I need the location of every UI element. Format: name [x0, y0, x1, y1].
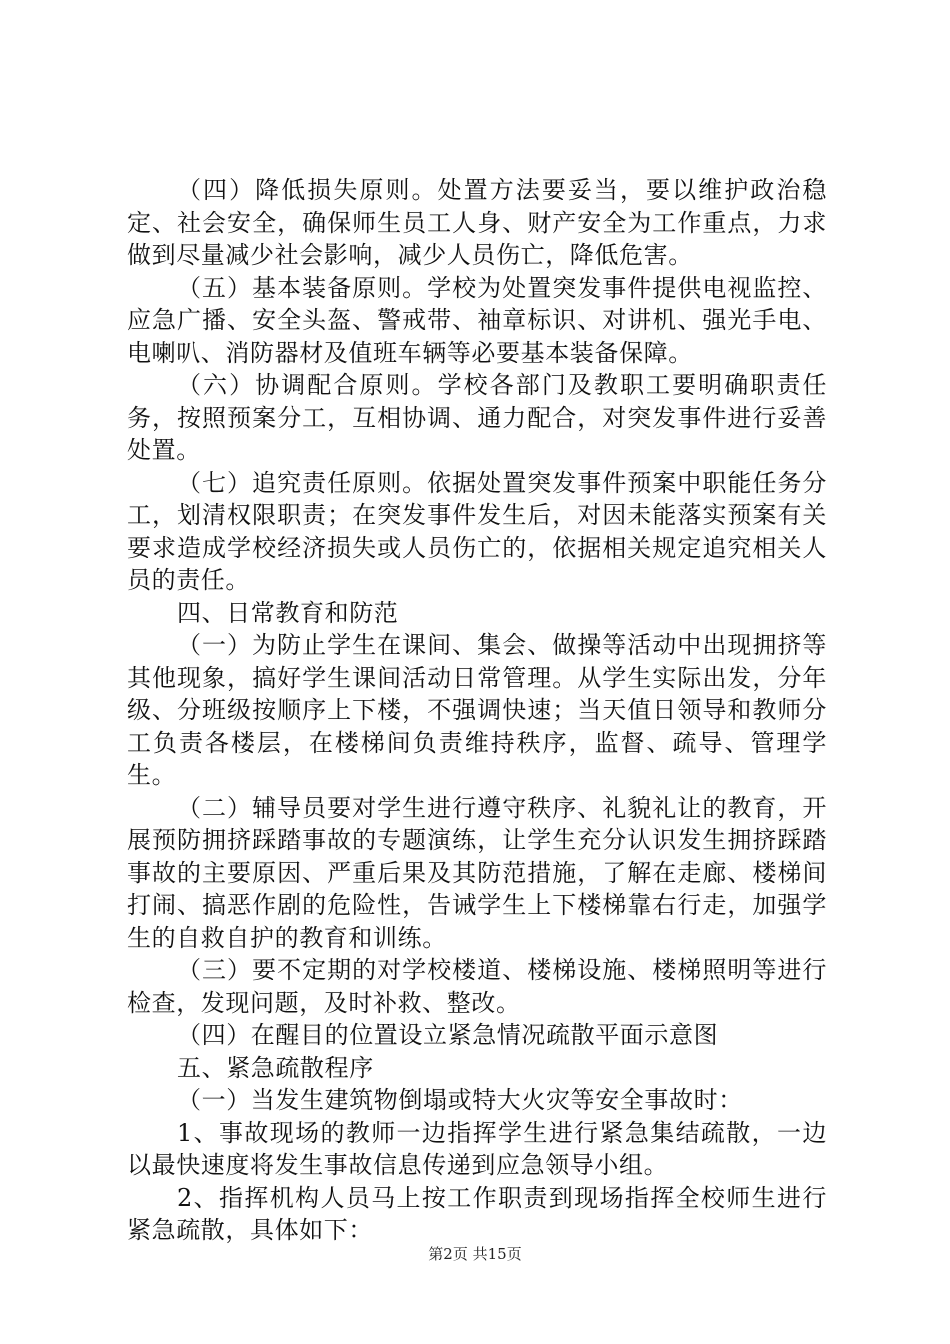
paragraph: 2、指挥机构人员马上按工作职责到现场指挥全校师生进行紧急疏散，具体如下：: [127, 1183, 827, 1244]
document-body: [127, 174, 827, 1247]
paragraph: （七）追究责任原则。依据处置突发事件预案中职能任务分工，划清权限职责；在突发事件发生后，对因未能落实预案有关要求造成学校经济损失或人员伤亡的，依据相关规定追究相关人员的责任。: [127, 468, 827, 594]
paragraph: （六）协调配合原则。学校各部门及教职工要明确职责任务，按照预案分工，互相协调、通力配合，对突发事件进行妥善处置。: [127, 371, 827, 464]
page-number: 第2页: [428, 1245, 468, 1263]
section-heading: 五、紧急疏散程序: [177, 1053, 374, 1082]
paragraph: （四）在醒目的位置设立紧急情况疏散平面示意图: [177, 1021, 719, 1049]
paragraph: 1、事故现场的教师一边指挥学生进行紧急集结疏散，一边以最快速度将发生事故信息传递到应急领导小组。: [127, 1118, 827, 1179]
paragraph: （一）为防止学生在课间、集会、做操等活动中出现拥挤等其他现象，搞好学生课间活动日常管理。从学生实际出发，分年级、分班级按顺序上下楼，不强调快速；当天值日领导和教师分工负责各楼层，在楼梯间负责维持秩序，监督、疏导、管理学生。: [127, 631, 827, 789]
section-heading: 四、日常教育和防范: [177, 598, 399, 627]
paragraph: （四）降低损失原则。处置方法要妥当，要以维护政治稳定、社会安全，确保师生员工人身、财产安全为工作重点，力求做到尽量减少社会影响，减少人员伤亡，降低危害。: [127, 176, 827, 269]
paragraph: （一）当发生建筑物倒塌或特大火灾等安全事故时：: [177, 1086, 743, 1114]
page-total: 共15页: [472, 1245, 522, 1263]
paragraph: （二）辅导员要对学生进行遵守秩序、礼貌礼让的教育，开展预防拥挤踩踏事故的专题演练，让学生充分认识发生拥挤踩踏事故的主要原因、严重后果及其防范措施，了解在走廊、楼梯间打闹、搞恶作剧的危险性，告诫学生上下楼梯靠右行走，加强学生的自救自护的教育和训练。: [127, 793, 827, 952]
paragraph: （五）基本装备原则。学校为处置突发事件提供电视监控、应急广播、安全头盔、警戒带、袖章标识、对讲机、强光手电、电喇叭、消防器材及值班车辆等必要基本装备保障。: [127, 273, 827, 367]
paragraph: （三）要不定期的对学校楼道、楼梯设施、楼梯照明等进行检查，发现问题，及时补救、整改。: [127, 956, 827, 1017]
page-footer: [0, 1244, 950, 1264]
